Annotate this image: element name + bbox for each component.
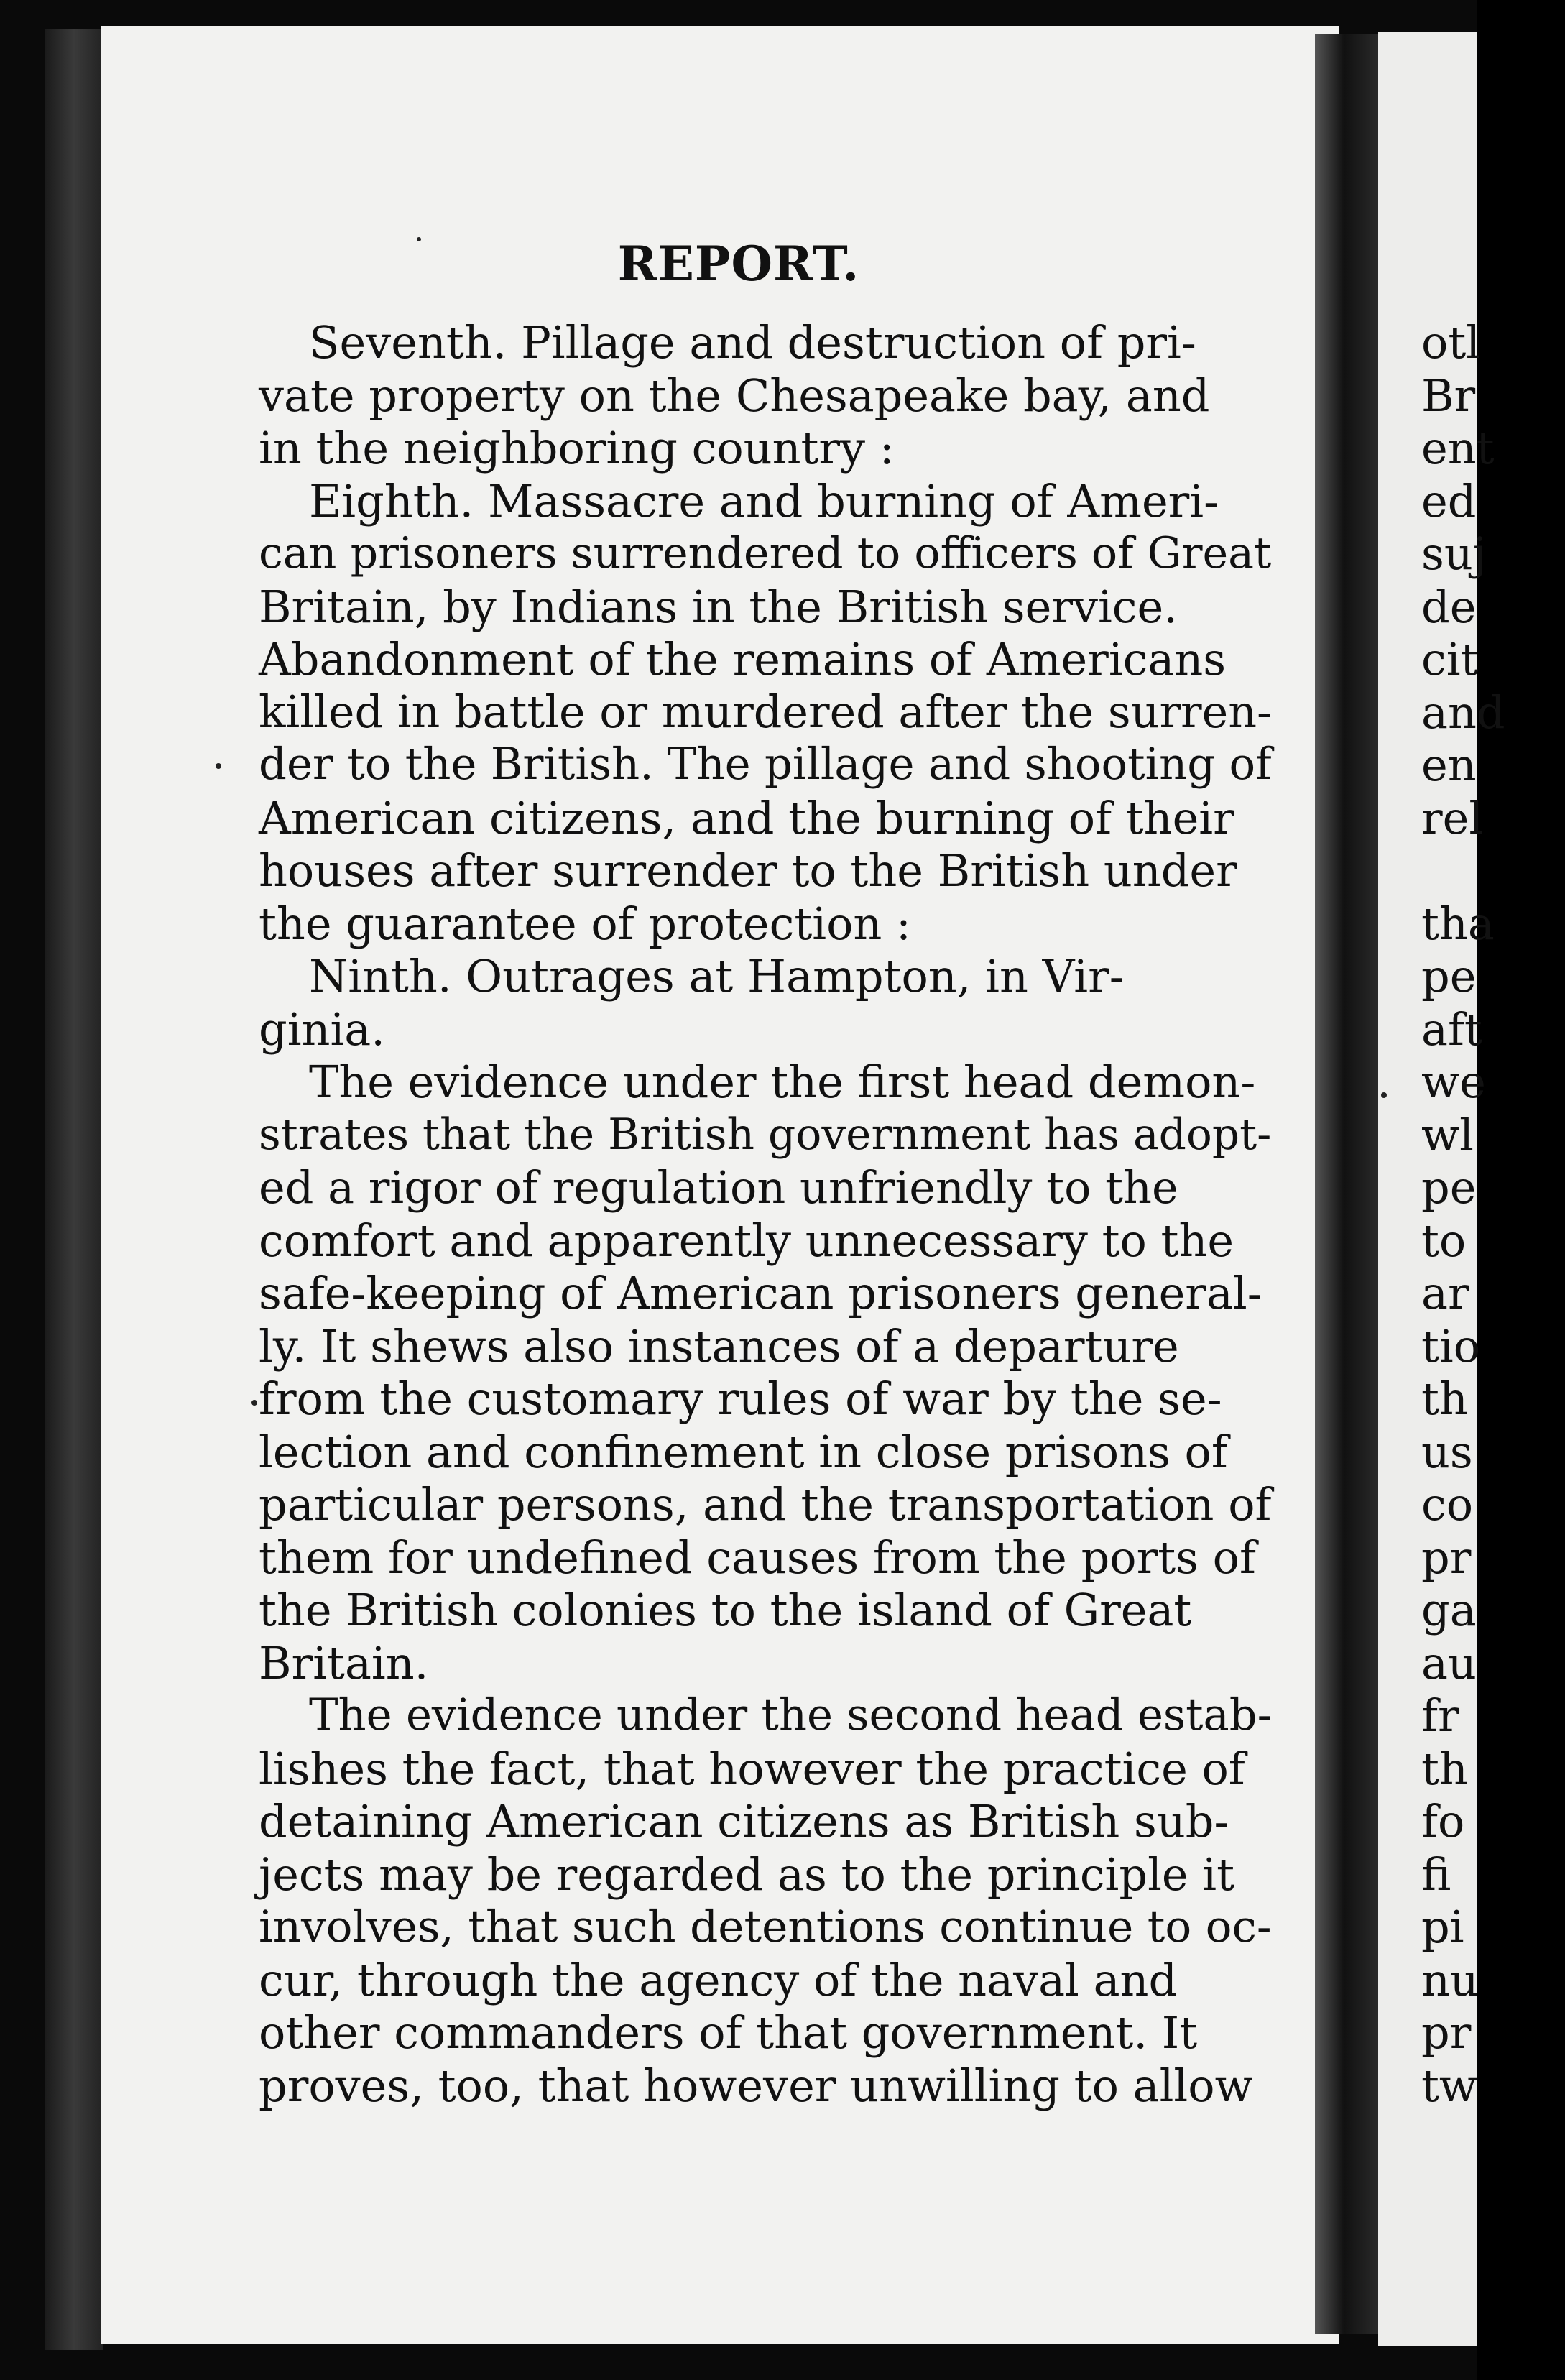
text-line: in the neighboring country :: [259, 422, 895, 474]
facing-page-line: us: [1421, 1425, 1473, 1478]
text-line: The evidence under the second head estab-: [309, 1690, 1273, 1740]
text-line: can prisoners surrendered to officers of Great: [259, 528, 1272, 578]
text-line: involves, that such detentions continue to oc-: [259, 1901, 1272, 1952]
text-line: Ninth. Outrages at Hampton, in Vir-: [309, 950, 1125, 1002]
text-line: The evidence under the first head demon-: [309, 1056, 1256, 1108]
text-line: Abandonment of the remains of Americans: [259, 633, 1227, 686]
facing-page-line: fi: [1421, 1848, 1451, 1901]
facing-page-line: ar: [1421, 1267, 1469, 1319]
facing-page-line: aft: [1421, 1002, 1482, 1056]
facing-page-line: rel: [1421, 791, 1484, 844]
facing-page-text: [1421, 316, 1565, 2112]
facing-page-line: fr: [1421, 1689, 1459, 1742]
text-line: der to the British. The pillage and shooting of: [259, 739, 1272, 790]
line-gap: [1421, 844, 1565, 898]
facing-page-line: pe: [1421, 1161, 1477, 1214]
text-line: killed in battle or murdered after the surren-: [259, 686, 1272, 738]
facing-page-line: tha: [1421, 897, 1495, 950]
body-text: [259, 316, 1272, 2112]
facing-page-line: we: [1421, 1056, 1486, 1108]
facing-page-line: en: [1421, 739, 1477, 791]
left-page-edge: [45, 29, 103, 2350]
facing-page-line: suj: [1421, 527, 1487, 580]
text-line: vate property on the Chesapeake bay, and: [259, 369, 1210, 422]
text-line: Britain.: [259, 1636, 429, 1689]
text-line: particular persons, and the transportation of: [259, 1478, 1272, 1531]
text-line: other commanders of that government. It: [259, 2006, 1198, 2059]
facing-page-line: th: [1421, 1373, 1468, 1425]
text-line: American citizens, and the burning of their: [259, 791, 1234, 844]
text-line: cur, through the agency of the naval and: [259, 1953, 1178, 2006]
ink-speck: [216, 763, 221, 769]
text-line: ly. It shews also instances of a departure: [259, 1319, 1179, 1373]
facing-page-line: pr: [1421, 1531, 1472, 1584]
facing-page-line: nu: [1421, 1953, 1479, 2006]
text-line: strates that the British government has adopt-: [259, 1110, 1272, 1160]
binding-gutter: [1315, 34, 1380, 2334]
facing-page-line: cit: [1421, 633, 1479, 686]
text-line: Eighth. Massacre and burning of Ameri-: [309, 474, 1219, 527]
facing-page-line: pi: [1421, 1901, 1464, 1953]
facing-page-line: co: [1421, 1478, 1474, 1531]
text-line: comfort and apparently unnecessary to the: [259, 1214, 1234, 1267]
facing-page-line: ed: [1421, 474, 1477, 527]
facing-page-line: Br: [1421, 369, 1476, 422]
text-line: proves, too, that however unwilling to allow: [259, 2059, 1253, 2112]
text-line: lection and confinement in close prisons of: [259, 1425, 1228, 1478]
facing-page-line: tw: [1421, 2059, 1477, 2112]
text-line: them for undefined causes from the ports of: [259, 1531, 1256, 1584]
text-line: Seventh. Pillage and destruction of pri-: [309, 316, 1196, 369]
facing-page-line: otl: [1421, 316, 1481, 369]
facing-page-line: th: [1421, 1742, 1468, 1795]
text-line: ginia.: [259, 1002, 385, 1056]
text-line: safe-keeping of American prisoners general-: [259, 1267, 1262, 1319]
page-heading: REPORT.: [617, 236, 860, 292]
text-line: jects may be regarded as to the principle it: [259, 1848, 1235, 1901]
facing-page-line: pr: [1421, 2006, 1472, 2059]
facing-page-line: wl: [1421, 1108, 1474, 1161]
facing-page-line: tio: [1421, 1319, 1481, 1373]
facing-page-line: ga: [1421, 1584, 1477, 1636]
text-line: ed a rigor of regulation unfriendly to the: [259, 1161, 1178, 1214]
facing-page-line: de: [1421, 580, 1477, 633]
text-line: houses after surrender to the British under: [259, 844, 1237, 897]
facing-page-line: pe: [1421, 950, 1477, 1002]
text-line: the British colonies to the island of Great: [259, 1584, 1192, 1636]
facing-page-line: au: [1421, 1636, 1477, 1689]
text-line: detaining American citizens as British sub-: [259, 1795, 1229, 1848]
facing-page-line: to: [1421, 1214, 1467, 1267]
ink-speck: [417, 237, 421, 241]
facing-page-line: and: [1421, 686, 1505, 739]
facing-page-line: ent: [1421, 422, 1495, 474]
ink-speck: [251, 1400, 257, 1406]
text-line: Britain, by Indians in the British service.: [259, 580, 1178, 633]
text-line: lishes the fact, that however the practice of: [259, 1742, 1245, 1795]
facing-page-line: fo: [1421, 1795, 1465, 1848]
ink-speck: [1381, 1092, 1387, 1098]
text-line: the guarantee of protection :: [259, 897, 911, 950]
text-line: from the customary rules of war by the se-: [259, 1373, 1222, 1425]
